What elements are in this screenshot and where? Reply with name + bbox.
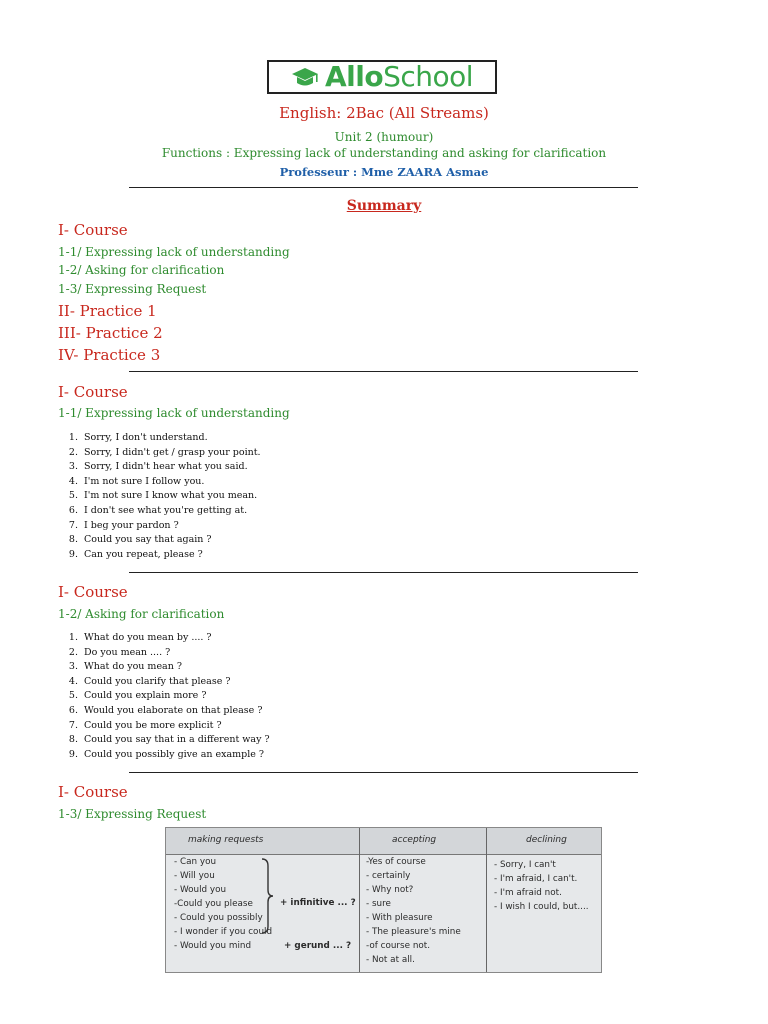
summary-practice-1: II- Practice 1: [58, 302, 157, 320]
professor-label: Professeur : Mme ZAARA Asmae: [279, 165, 489, 179]
summary-course: I- Course: [58, 221, 128, 239]
list-item: 4. I'm not sure I follow you.: [68, 475, 205, 487]
summary-item: 1-1/ Expressing lack of understanding: [58, 245, 290, 259]
table-header: declining: [526, 835, 567, 845]
request-item: - Would you: [174, 885, 227, 895]
list-item: 9. Could you possibly give an example ?: [68, 748, 265, 760]
list-item: 3. What do you mean ?: [68, 661, 182, 673]
request-item: -Could you please: [174, 899, 253, 909]
list-item: 9. Can you repeat, please ?: [68, 548, 203, 560]
graduation-cap-icon: [291, 66, 319, 88]
declining-item: - I wish I could, but....: [494, 902, 589, 912]
list-item: 1. Sorry, I don't understand.: [68, 432, 208, 443]
divider: [129, 772, 638, 773]
list-item: 5. I'm not sure I know what you mean.: [68, 490, 258, 502]
curly-brace: [260, 858, 274, 934]
accepting-item: - sure: [366, 899, 391, 909]
table-header: making requests: [188, 835, 264, 845]
alloschool-logo: [267, 60, 497, 94]
request-item: - Will you: [174, 871, 215, 881]
summary-item: 1-3/ Expressing Request: [58, 282, 207, 296]
accepting-item: -of course not.: [366, 941, 431, 951]
table-header: accepting: [392, 835, 437, 845]
summary-practice-2: III- Practice 2: [58, 324, 163, 342]
document-title: English: 2Bac (All Streams): [279, 104, 489, 122]
section-heading: I- Course: [58, 783, 128, 801]
declining-item: - I'm afraid, I can't.: [494, 874, 578, 884]
accepting-item: - certainly: [366, 871, 411, 881]
list-item: 4. Could you clarify that please ?: [68, 675, 231, 687]
section-subheading: 1-1/ Expressing lack of understanding: [58, 406, 290, 420]
requests-table-photo: [165, 827, 602, 973]
divider: [129, 371, 638, 372]
section-heading: I- Course: [58, 383, 128, 401]
accepting-item: - Not at all.: [366, 955, 415, 965]
list-item: 3. Sorry, I didn't hear what you said.: [68, 461, 248, 473]
list-item: 2. Sorry, I didn't get / grasp your point.: [68, 446, 261, 458]
summary-heading: Summary: [346, 198, 422, 214]
list-item: 6. Would you elaborate on that please ?: [68, 704, 263, 716]
lack-of-understanding-list: [62, 431, 261, 562]
request-item: - I wonder if you could: [174, 927, 273, 937]
divider: [129, 187, 638, 188]
summary-item: 1-2/ Asking for clarification: [58, 263, 225, 277]
section-subheading: 1-3/ Expressing Request: [58, 807, 207, 821]
request-item: - Could you possibly: [174, 913, 263, 923]
section-heading: I- Course: [58, 583, 128, 601]
functions-label: Functions : Expressing lack of understanding and asking for clarification: [161, 146, 607, 160]
list-item: 1. What do you mean by .... ?: [68, 632, 212, 643]
summary-practice-3: IV- Practice 3: [58, 346, 161, 364]
declining-item: - I'm afraid not.: [494, 888, 562, 898]
accepting-item: - Why not?: [366, 885, 414, 895]
accepting-item: -Yes of course: [366, 857, 426, 867]
accepting-item: - The pleasure's mine: [366, 927, 461, 937]
list-item: 8. Could you say that again ?: [68, 534, 212, 546]
logo-text: AlloSchool: [324, 60, 474, 93]
section-subheading: 1-2/ Asking for clarification: [58, 607, 225, 621]
list-item: 2. Do you mean .... ?: [68, 646, 171, 658]
list-item: 8. Could you say that in a different way ?: [68, 734, 270, 746]
request-item: - Can you: [174, 857, 217, 867]
list-item: 5. Could you explain more ?: [68, 690, 207, 702]
list-item: 7. I beg your pardon ?: [68, 519, 179, 531]
list-item: 7. Could you be more explicit ?: [68, 719, 222, 731]
declining-item: - Sorry, I can't: [494, 860, 556, 870]
divider: [129, 572, 638, 573]
list-item: 6. I don't see what you're getting at.: [68, 504, 248, 516]
unit-label: Unit 2 (humour): [334, 130, 434, 144]
gerund-note: + gerund ... ?: [284, 941, 352, 951]
clarification-list: [62, 631, 270, 762]
accepting-item: - With pleasure: [366, 913, 433, 923]
infinitive-note: + infinitive ... ?: [280, 898, 356, 908]
request-item: - Would you mind: [174, 941, 252, 951]
